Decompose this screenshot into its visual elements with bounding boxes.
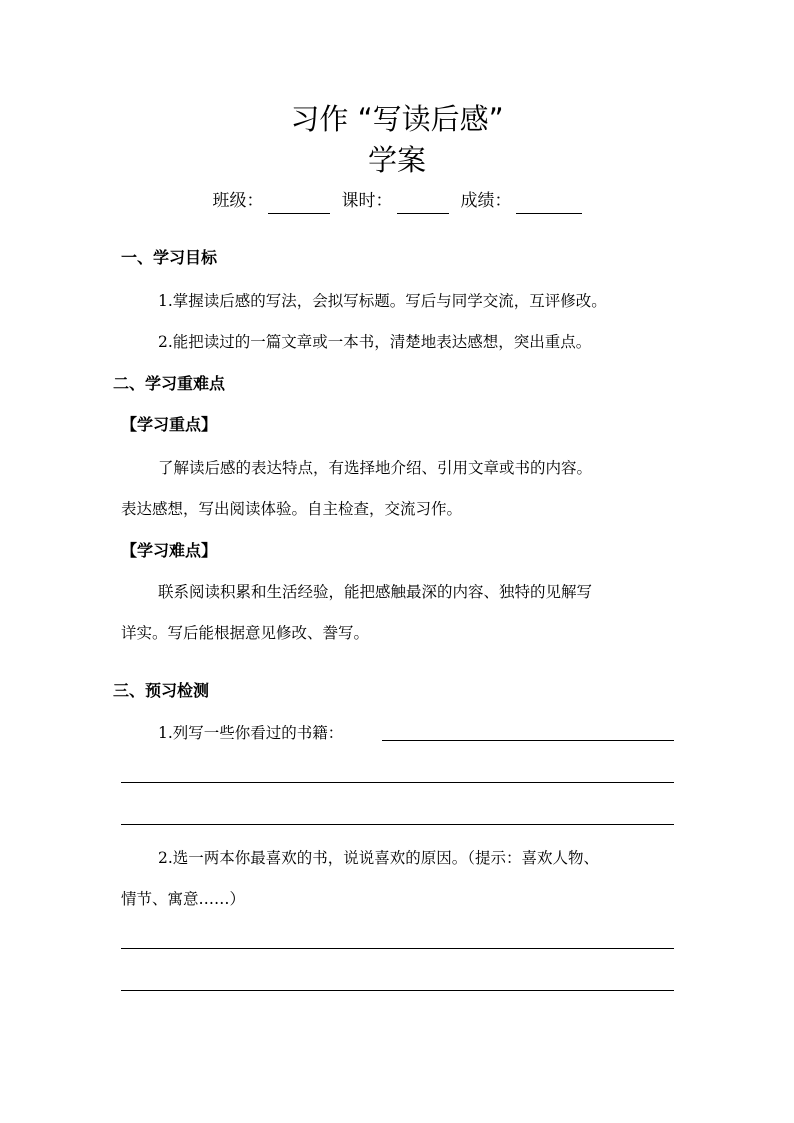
difficult-point-text-line1: 联系阅读积累和生活经验，能把感触最深的内容、独特的见解写	[158, 583, 593, 601]
q2-answer-line-2[interactable]	[121, 990, 674, 991]
class-label: 班级：	[212, 191, 264, 211]
question-2-line2: 情节、寓意……）	[121, 890, 246, 908]
info-row	[0, 188, 794, 214]
page-subtitle: 学案	[367, 143, 426, 177]
objective-item-1: 1.掌握读后感的写法，会拟写标题。写后与同学交流，互评修改。	[158, 292, 607, 310]
question-2-line1: 2.选一两本你最喜欢的书，说说喜欢的原因。（提示：喜欢人物、	[158, 849, 600, 867]
section-heading-objectives: 一、学习目标	[121, 248, 218, 267]
score-label: 成绩：	[460, 191, 512, 211]
difficult-point-text-line2: 详实。写后能根据意见修改、誊写。	[121, 624, 370, 642]
class-blank[interactable]	[268, 193, 330, 214]
key-point-text-line2: 表达感想，写出阅读体验。自主检查，交流习作。	[121, 500, 463, 518]
q2-answer-line-1[interactable]	[121, 948, 674, 949]
q1-answer-line-1[interactable]	[121, 782, 674, 783]
score-blank[interactable]	[516, 193, 582, 214]
q1-inline-answer-line[interactable]	[382, 740, 674, 741]
q1-answer-line-2[interactable]	[121, 824, 674, 825]
period-label: 课时：	[341, 191, 393, 211]
section-heading-key-points: 二、学习重难点	[113, 374, 226, 393]
objective-item-2: 2.能把读过的一篇文章或一本书，清楚地表达感想，突出重点。	[158, 333, 592, 351]
key-point-label: 【学习重点】	[121, 415, 218, 434]
key-point-text-line1: 了解读后感的表达特点，有选择地介绍、引用文章或书的内容。	[158, 459, 593, 477]
period-blank[interactable]	[397, 193, 449, 214]
difficult-point-label: 【学习难点】	[121, 541, 218, 560]
section-heading-preview: 三、预习检测	[113, 681, 210, 700]
page-title: 习作 “写读后感”	[290, 102, 504, 136]
question-1: 1.列写一些你看过的书籍：	[158, 724, 344, 742]
